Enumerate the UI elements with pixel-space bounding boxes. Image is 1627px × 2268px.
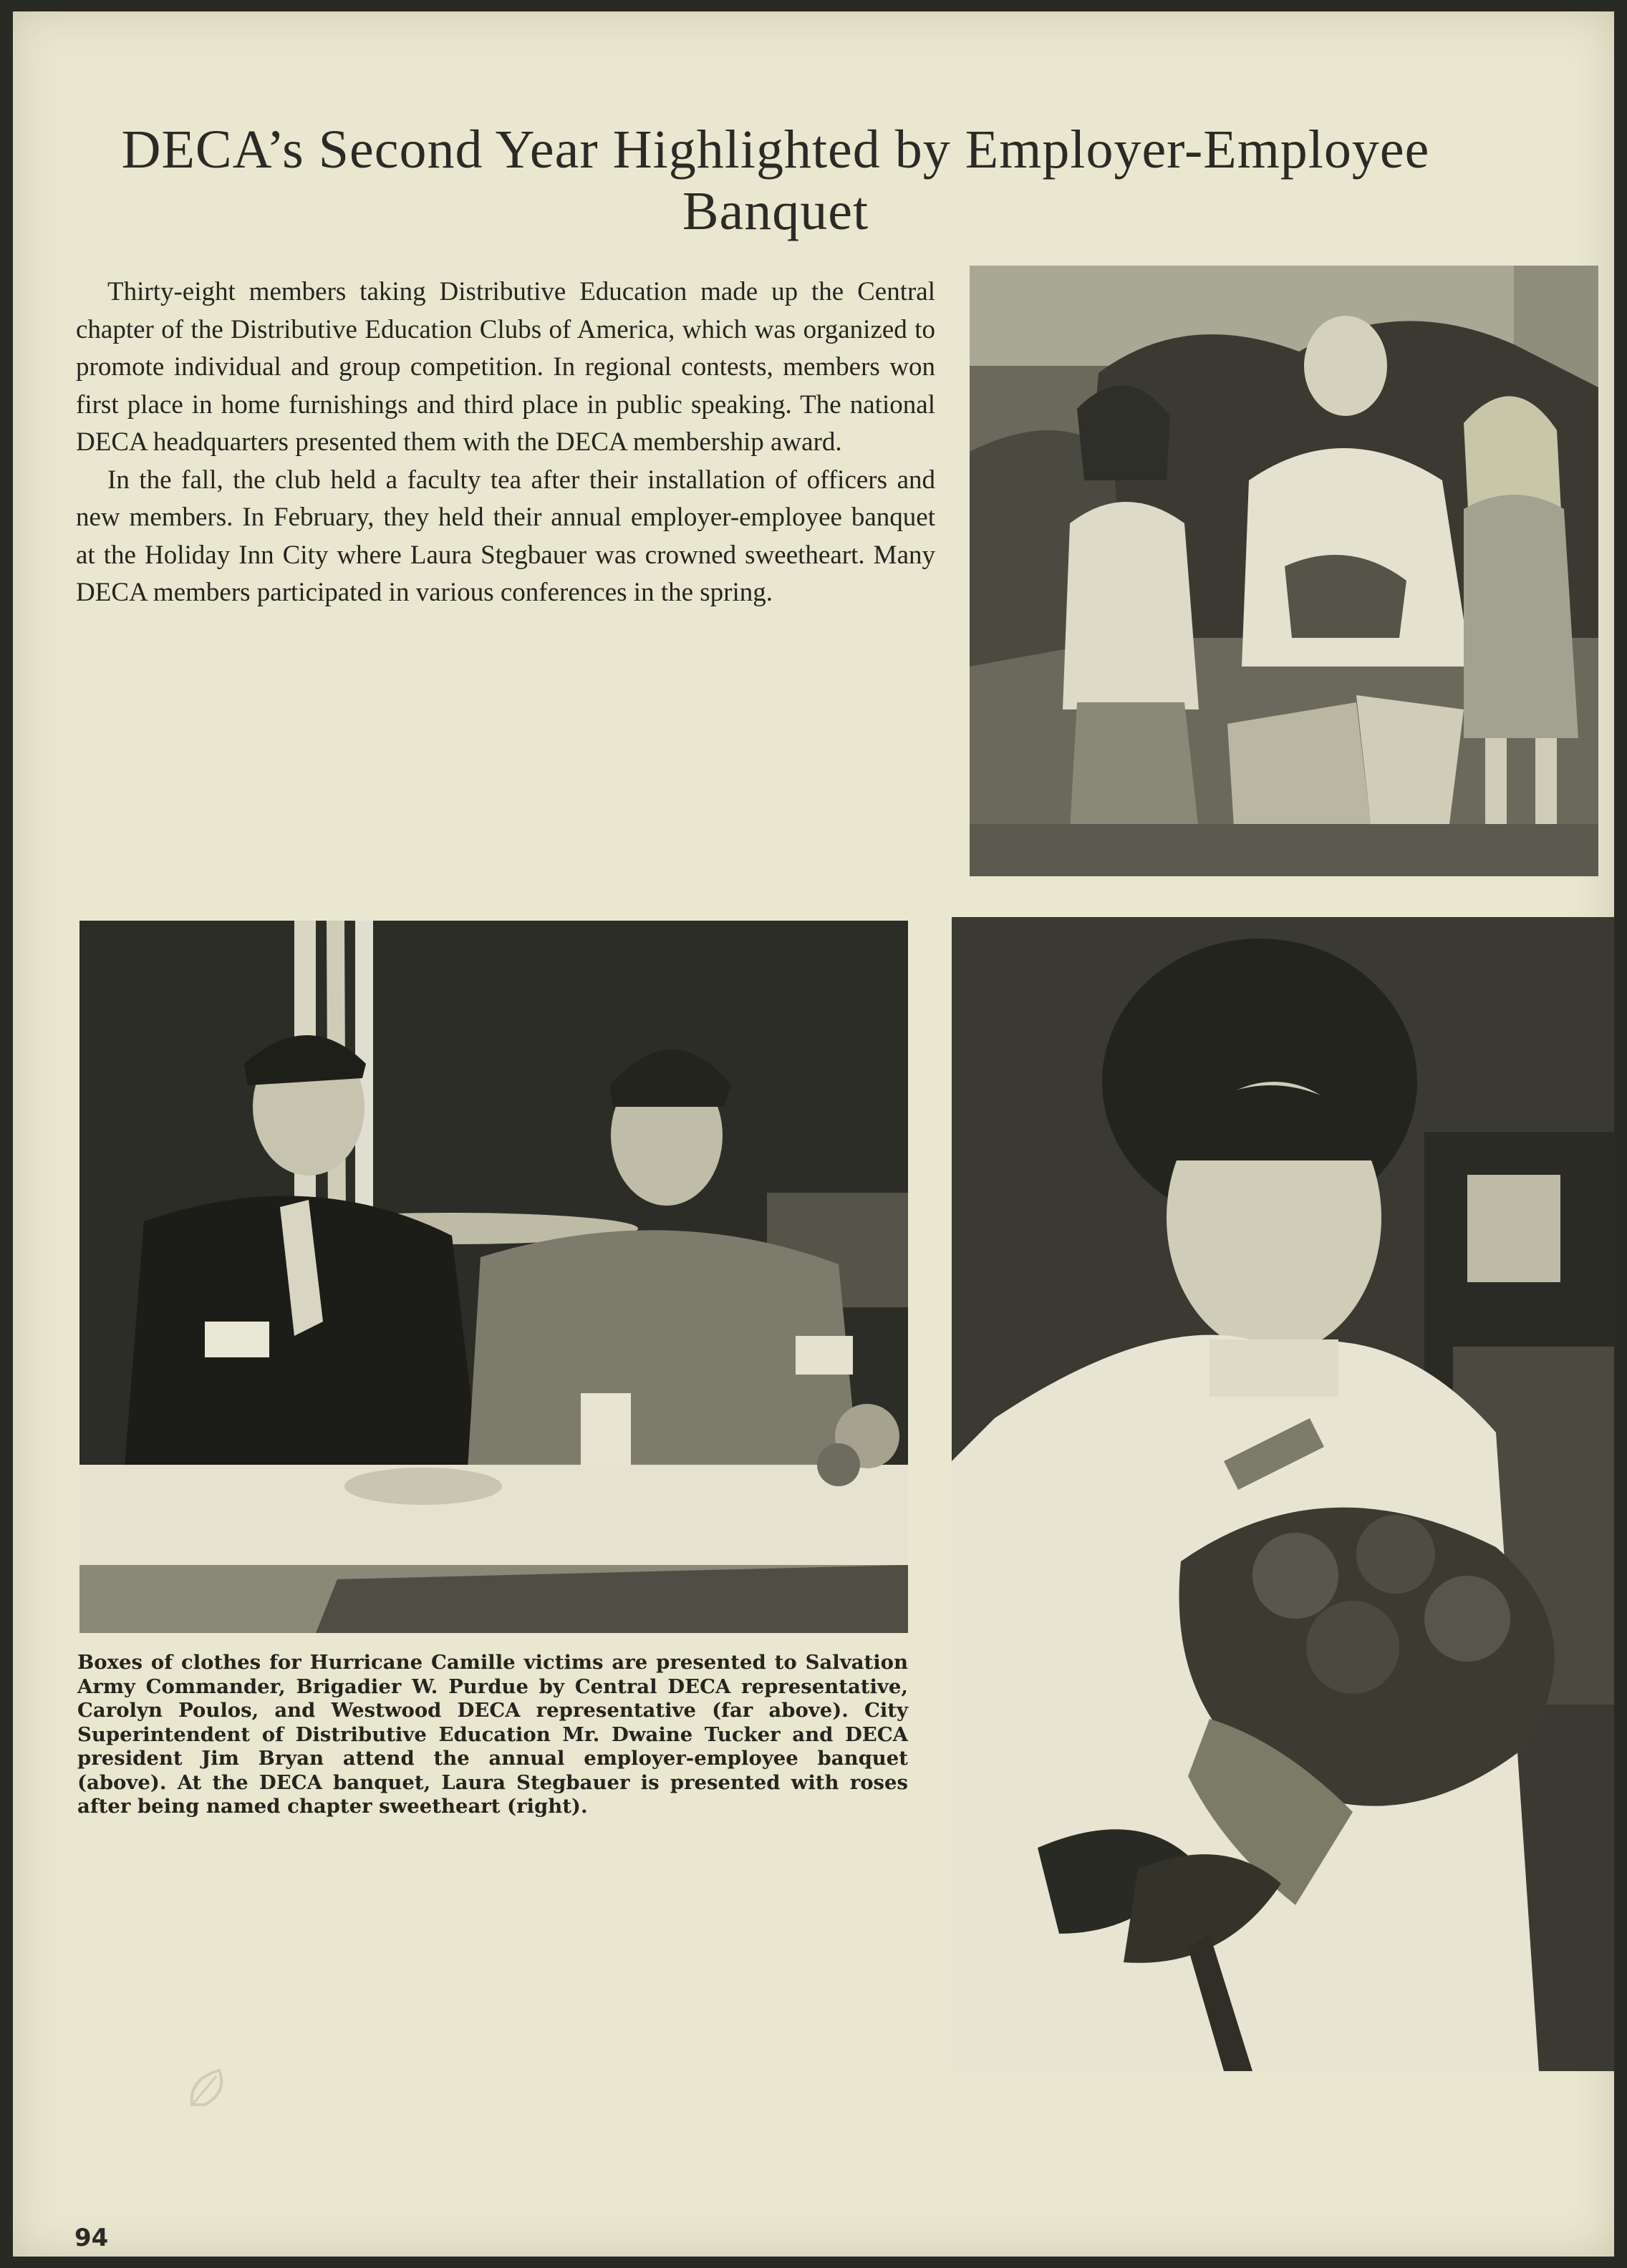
article-body (76, 273, 935, 612)
article-paragraph: Thirty-eight members taking Distributive Education made up the Central chapter of the Distributive Education Clubs of America, which was organized to promote individual and group competition. In regional contests, members won first place in home furnishings and third place in public speaking. The national DECA headquarters presented them with the DECA membership award. (76, 277, 935, 457)
photo-sweetheart (952, 917, 1614, 2071)
photo-banquet (79, 921, 908, 1633)
photo-caption: Boxes of clothes for Hurricane Camille victims are presented to Salvation Army Commander, Brigadier W. Purdue by Central DECA representative, Carolyn Poulos, and Westwood DECA representative (far above). City Superintendent of Distributive Education Mr. Dwaine Tucker and DECA president Jim Bryan attend the annual employer-employee banquet (above). At the DECA banquet, Laura Stegbauer is presented with roses after being named chapter sweetheart (right). (77, 1651, 908, 1818)
photo-banquet-image (79, 921, 908, 1633)
photo-clothes-donation (970, 266, 1598, 876)
photo-clothes-donation-image (970, 266, 1598, 876)
yearbook-page (13, 11, 1614, 2257)
page-title (56, 119, 1495, 242)
article-paragraph: In the fall, the club held a faculty tea after their installation of officers and new members. In February, they held their annual employer-employee banquet at the Holiday Inn City where Laura Stegbauer was crowned sweetheart. Many DECA members participated in various conferences in the spring. (76, 465, 935, 607)
page-number: 94 (74, 2224, 109, 2252)
photo-sweetheart-image (952, 917, 1614, 2071)
page-title-line1: DECA’s Second Year Highlighted by Employer-Employee (121, 120, 1430, 180)
page-title-line2: Banquet (682, 181, 869, 241)
leaf-icon (183, 2063, 233, 2113)
